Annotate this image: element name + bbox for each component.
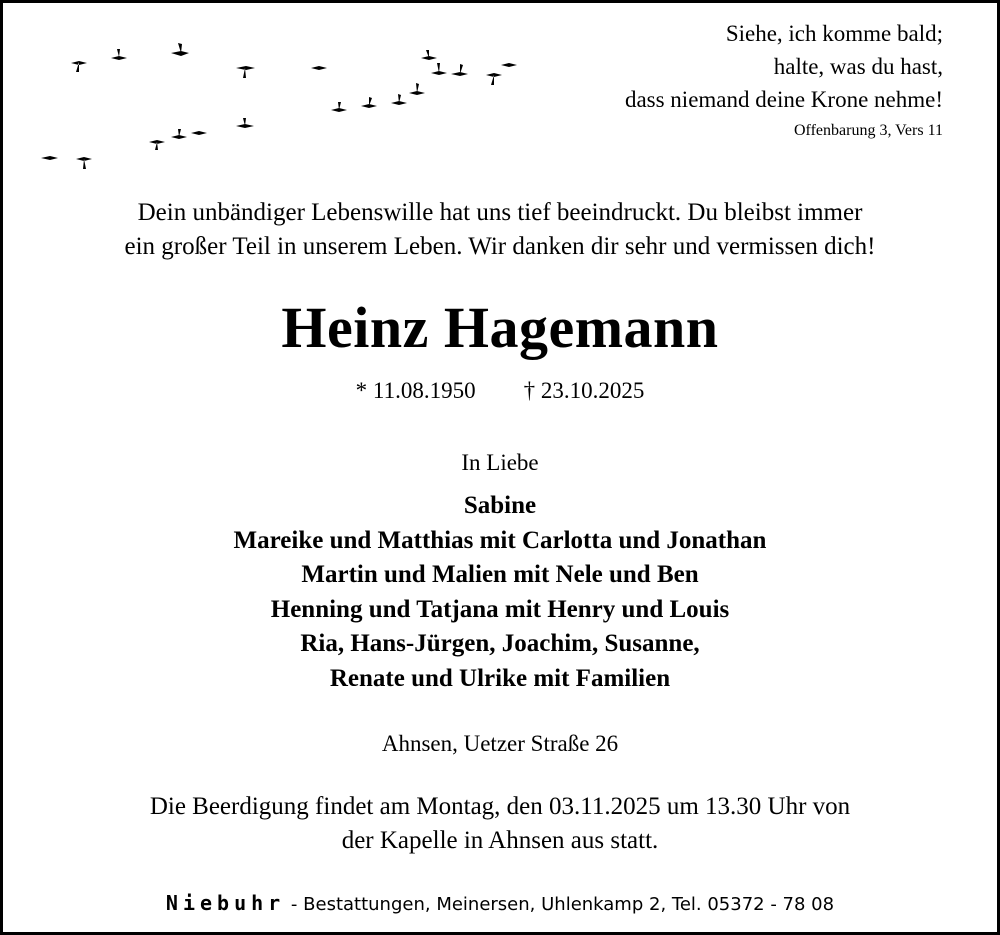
mourner-line: Henning und Tatjana mit Henry und Louis (270, 595, 730, 623)
funeral-line: der Kapelle in Ahnsen aus statt. (341, 827, 659, 854)
funeral-home-footer (3, 889, 997, 919)
funeral-home-details: - Bestattungen, Meinersen, Uhlenkamp 2, Tel. 05372 - 78 08 (285, 894, 835, 915)
funeral-home-brand: Niebuhr (165, 891, 286, 915)
quote-reference: Offenbarung 3, Vers 11 (793, 122, 943, 139)
mourner-line: Sabine (463, 492, 537, 519)
bible-quote (625, 17, 943, 142)
tribute-line: Dein unbändiger Lebenswille hat uns tief beeindruckt. Du bleibst immer (137, 199, 863, 226)
mourners-list (3, 489, 997, 696)
mourner-line: Renate und Ulrike mit Familien (329, 664, 671, 692)
tribute-text (3, 196, 997, 264)
funeral-notice (3, 790, 997, 858)
birth-date: * 11.08.1950 (355, 378, 476, 403)
funeral-line: Die Beerdigung findet am Montag, den 03.11.2025 um 13.30 Uhr von (149, 793, 851, 820)
life-dates (3, 375, 997, 407)
deceased-name: Heinz Hagemann (281, 295, 719, 360)
mourner-line: Mareike und Matthias mit Carlotta und Jonathan (233, 526, 767, 554)
quote-line: Siehe, ich komme bald; (725, 21, 943, 46)
tribute-line: ein großer Teil in unserem Leben. Wir danken dir sehr und vermissen dich! (124, 233, 876, 260)
quote-line: dass niemand deine Krone nehme! (624, 87, 943, 112)
address: Ahnsen, Uetzer Straße 26 (381, 731, 619, 756)
death-date: † 23.10.2025 (523, 378, 645, 403)
mourners-intro: In Liebe (461, 450, 539, 475)
mourner-line: Ria, Hans-Jürgen, Joachim, Susanne, (300, 630, 700, 657)
quote-line: halte, was du hast, (773, 54, 943, 79)
mourner-line: Martin und Malien mit Nele und Ben (301, 561, 699, 588)
flock-of-birds-icon (31, 38, 551, 178)
